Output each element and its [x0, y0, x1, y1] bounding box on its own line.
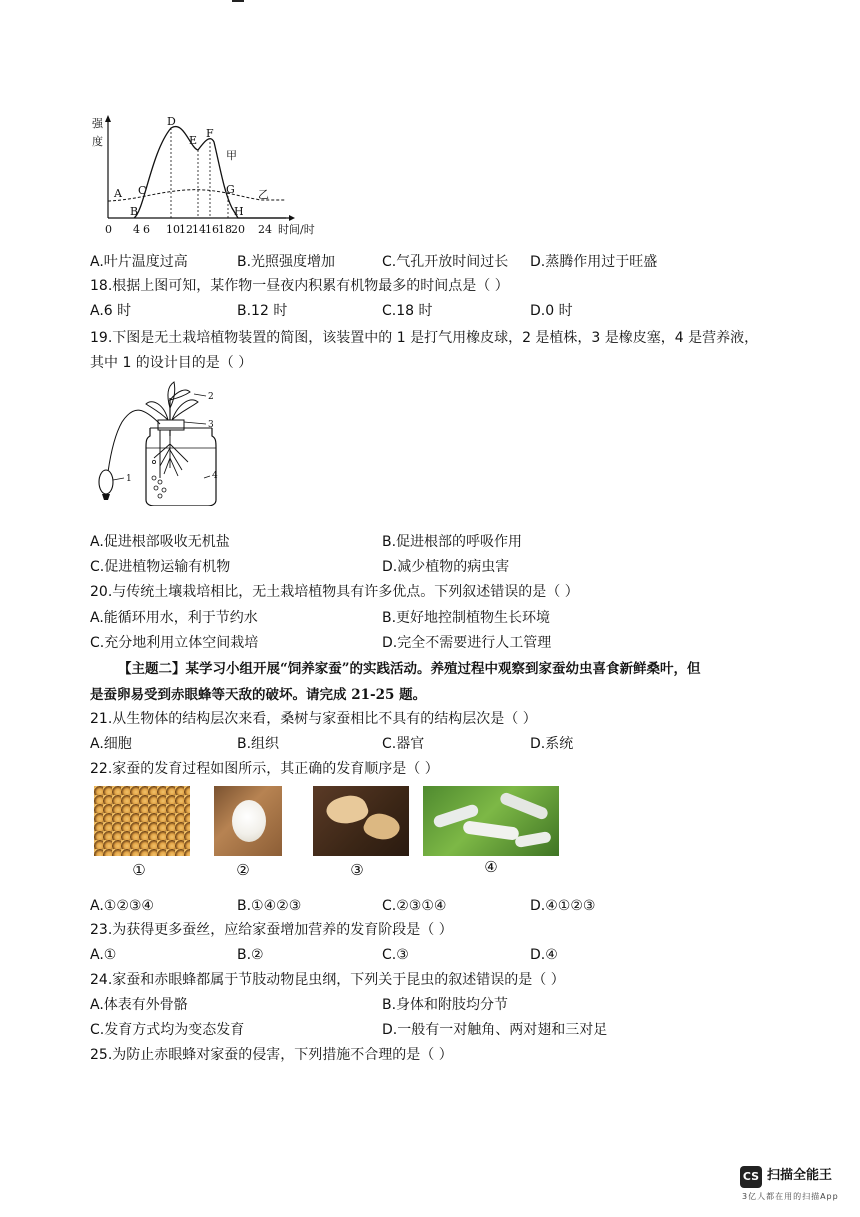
tick-16: 16 — [205, 223, 219, 236]
point-a: A — [114, 187, 122, 200]
q20-option-b: B.更好地控制植物生长环境 — [382, 610, 551, 626]
q18-option-a: A.6 时 — [90, 303, 132, 319]
q17-option-a: A.叶片温度过高 — [90, 254, 188, 270]
q18-stem: 18.根据上图可知，某作物一昼夜内积累有机物最多的时间点是（ ） — [90, 278, 509, 294]
q25-stem: 25.为防止赤眼蜂对家蚕的侵害，下列措施不合理的是（ ） — [90, 1047, 453, 1063]
q18-option-c: C.18 时 — [382, 303, 433, 319]
culture-jar — [146, 428, 216, 506]
silkworm-cocoon-photo — [214, 786, 282, 856]
q21-stem: 21.从生物体的结构层次来看，桑树与家蚕相比不具有的结构层次是（ ） — [90, 711, 537, 727]
plant-leaf — [172, 400, 198, 420]
photo-label-1: ① — [132, 861, 146, 879]
tick-20: 20 — [231, 223, 245, 236]
y-label-2: 度 — [92, 135, 103, 148]
silkworm-eggs-photo — [94, 786, 190, 856]
point-d: D — [167, 115, 176, 128]
rubber-bulb — [99, 470, 113, 494]
photo-label-4: ④ — [484, 858, 498, 876]
point-h: H — [234, 205, 244, 218]
q21-option-d: D.系统 — [530, 736, 574, 752]
point-labels — [113, 115, 244, 218]
tick-24: 24 — [258, 223, 272, 236]
label-3: 3 — [208, 420, 214, 430]
q17-option-c: C.气孔开放时间过长 — [382, 254, 509, 270]
q22-option-b: B.①④②③ — [237, 898, 302, 914]
q21-option-c: C.器官 — [382, 736, 425, 752]
q18-option-b: B.12 时 — [237, 303, 288, 319]
camscanner-logo: CS — [740, 1166, 762, 1188]
tick-4: 4 — [133, 223, 140, 236]
q22-option-d: D.④①②③ — [530, 898, 596, 914]
q19-stem-line-1: 19.下图是无土栽培植物装置的简图，该装置中的 1 是打气用橡皮球，2 是植株，3 是橡皮塞，4 是营养液， — [90, 330, 759, 346]
q19-option-c: C.促进植物运输有机物 — [90, 559, 231, 575]
camscanner-title: 扫描全能王 — [767, 1168, 833, 1183]
point-c: C — [138, 184, 147, 197]
label-4: 4 — [212, 471, 218, 481]
q22-option-a: A.①②③④ — [90, 898, 154, 914]
intensity-chart — [86, 112, 326, 240]
point-b: B — [130, 205, 139, 218]
plant-leaf — [146, 402, 168, 420]
q18-option-d: D.0 时 — [530, 303, 573, 319]
q23-stem: 23.为获得更多蚕丝，应给家蚕增加营养的发育阶段是（ ） — [90, 922, 453, 938]
soilless-culture-apparatus — [94, 378, 234, 506]
photo-label-3: ③ — [350, 861, 364, 879]
top-scan-mark — [232, 0, 244, 2]
q20-option-d: D.完全不需要进行人工管理 — [382, 635, 552, 651]
drop-lines — [171, 128, 228, 218]
q23-option-a: A.① — [90, 947, 117, 963]
curve-jia — [134, 127, 286, 218]
plant-leaf — [168, 382, 175, 408]
air-bubbles — [152, 460, 166, 498]
camscanner-subtitle: 3亿人都在用的扫描App — [742, 1192, 839, 1201]
curve-label-jia: 甲 — [226, 149, 237, 162]
q17-option-d: D.蒸腾作用过于旺盛 — [530, 254, 658, 270]
q23-option-b: B.② — [237, 947, 264, 963]
x-label: 时间/时 — [278, 223, 315, 236]
q20-option-a: A.能循环用水，利于节约水 — [90, 610, 258, 626]
theme2-intro-line-1: 【主题二】某学习小组开展“饲养家蚕”的实践活动。养殖过程中观察到家蚕幼虫喜食新鲜桑叶，但 — [118, 661, 701, 677]
q24-stem: 24.家蚕和赤眼蜂都属于节肢动物昆虫纲，下列关于昆虫的叙述错误的是（ ） — [90, 972, 565, 988]
tick-6: 6 — [143, 223, 150, 236]
point-g: G — [226, 183, 235, 196]
x-tick-labels — [105, 223, 272, 236]
q17-option-b: B.光照强度增加 — [237, 254, 336, 270]
y-axis-arrow — [105, 115, 111, 122]
tick-18: 18 — [218, 223, 232, 236]
q24-option-a: A.体表有外骨骼 — [90, 997, 188, 1013]
air-tube — [108, 410, 160, 478]
q21-option-a: A.细胞 — [90, 736, 132, 752]
tick-0: 0 — [105, 223, 112, 236]
x-axis-arrow — [289, 215, 295, 221]
q24-option-b: B.身体和附肢均分节 — [382, 997, 509, 1013]
q22-option-c: C.②③①④ — [382, 898, 447, 914]
curve-label-yi: 乙 — [258, 188, 269, 201]
point-e: E — [189, 134, 198, 147]
q20-stem: 20.与传统土壤栽培相比，无土栽培植物具有许多优点。下列叙述错误的是（ ） — [90, 584, 579, 600]
q21-option-b: B.组织 — [237, 736, 280, 752]
q24-option-c: C.发育方式均为变态发育 — [90, 1022, 245, 1038]
plant-leaf — [170, 390, 190, 400]
photo-label-2: ② — [236, 861, 250, 879]
q22-stem: 22.家蚕的发育过程如图所示，其正确的发育顺序是（ ） — [90, 761, 439, 777]
q19-option-d: D.减少植物的病虫害 — [382, 559, 510, 575]
tick-14: 14 — [192, 223, 206, 236]
theme2-intro-line-2: 是蚕卵易受到赤眼蜂等天敌的破坏。请完成 21-25 题。 — [90, 687, 427, 703]
silkworm-moth-photo — [313, 786, 409, 856]
q20-option-c: C.充分地利用立体空间栽培 — [90, 635, 259, 651]
q23-option-d: D.④ — [530, 947, 558, 963]
tick-10: 10 — [166, 223, 180, 236]
label-2: 2 — [208, 392, 214, 402]
tick-12: 12 — [179, 223, 193, 236]
q19-option-a: A.促进根部吸收无机盐 — [90, 534, 230, 550]
q19-option-b: B.促进根部的呼吸作用 — [382, 534, 523, 550]
q24-option-d: D.一般有一对触角、两对翅和三对足 — [382, 1022, 608, 1038]
q19-stem-line-2: 其中 1 的设计目的是（ ） — [90, 355, 253, 371]
plant-roots — [154, 436, 188, 476]
silkworm-larva-photo — [423, 786, 559, 856]
y-label-1: 强 — [92, 117, 103, 130]
q23-option-c: C.③ — [382, 947, 409, 963]
label-1: 1 — [126, 474, 132, 484]
point-f: F — [206, 127, 214, 140]
